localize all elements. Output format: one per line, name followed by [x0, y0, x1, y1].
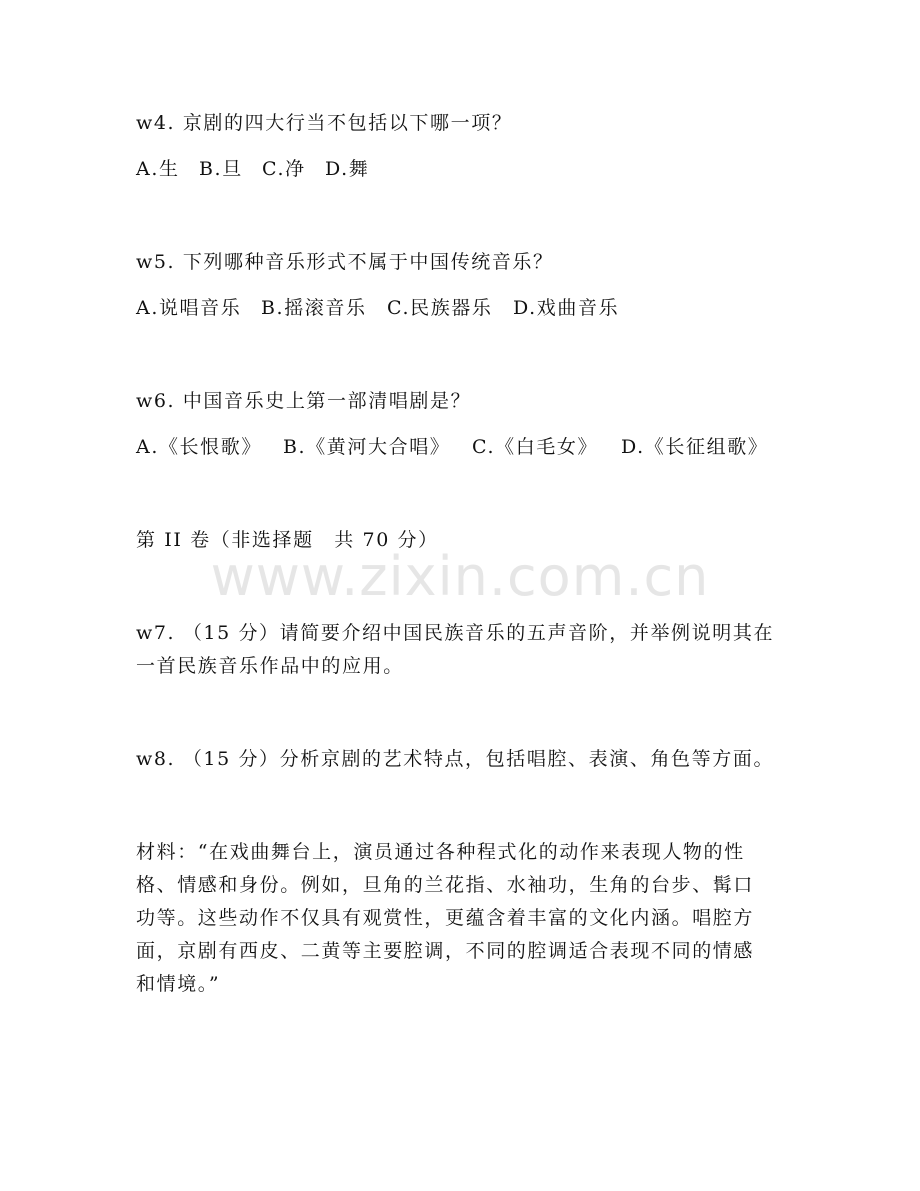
question-4-options: [136, 157, 369, 181]
material-line-2: 格、情感和身份。例如，旦角的兰花指、水袖功，生角的台步、髯口: [136, 874, 755, 896]
option-a: A.说唱音乐: [136, 297, 242, 319]
option-d: D.舞: [325, 158, 370, 180]
question-8: w8. （15 分）分析京剧的艺术特点，包括唱腔、表演、角色等方面。: [136, 748, 775, 770]
option-b: B.摇滚音乐: [261, 297, 367, 319]
option-d: D.戏曲音乐: [513, 297, 620, 319]
option-b: B.《黄河大合唱》: [283, 436, 451, 458]
material-line-4: 面，京剧有西皮、二黄等主要腔调，不同的腔调适合表现不同的情感: [136, 940, 755, 962]
section-heading: 第 II 卷（非选择题 共 70 分）: [136, 529, 439, 551]
option-b: B.旦: [199, 158, 243, 180]
material-line-5: 和情境。”: [136, 973, 221, 995]
material-line-1: 材料：“在戏曲舞台上，演员通过各种程式化的动作来表现人物的性: [136, 841, 745, 863]
question-4-stem: w4. 京剧的四大行当不包括以下哪一项？: [136, 112, 513, 134]
option-c: C.民族器乐: [387, 297, 493, 319]
question-5-options: [136, 296, 619, 320]
option-c: C.净: [262, 158, 306, 180]
question-7-line-2: 一首民族音乐作品中的应用。: [136, 655, 404, 677]
question-6-options: [136, 435, 768, 459]
option-a: A.《长恨歌》: [136, 436, 262, 458]
material-line-3: 功等。这些动作不仅具有观赏性，更蕴含着丰富的文化内涵。唱腔方: [136, 907, 755, 929]
option-c: C.《白毛女》: [472, 436, 599, 458]
question-5-stem: w5. 下列哪种音乐形式不属于中国传统音乐？: [136, 251, 554, 273]
question-6-stem: w6. 中国音乐史上第一部清唱剧是？: [136, 390, 472, 412]
option-d: D.《长征组歌》: [621, 436, 769, 458]
question-7-line-1: w7. （15 分）请简要介绍中国民族音乐的五声音阶，并举例说明其在: [136, 622, 775, 644]
watermark: www.zixin.com.cn: [210, 545, 710, 608]
option-a: A.生: [136, 158, 180, 180]
